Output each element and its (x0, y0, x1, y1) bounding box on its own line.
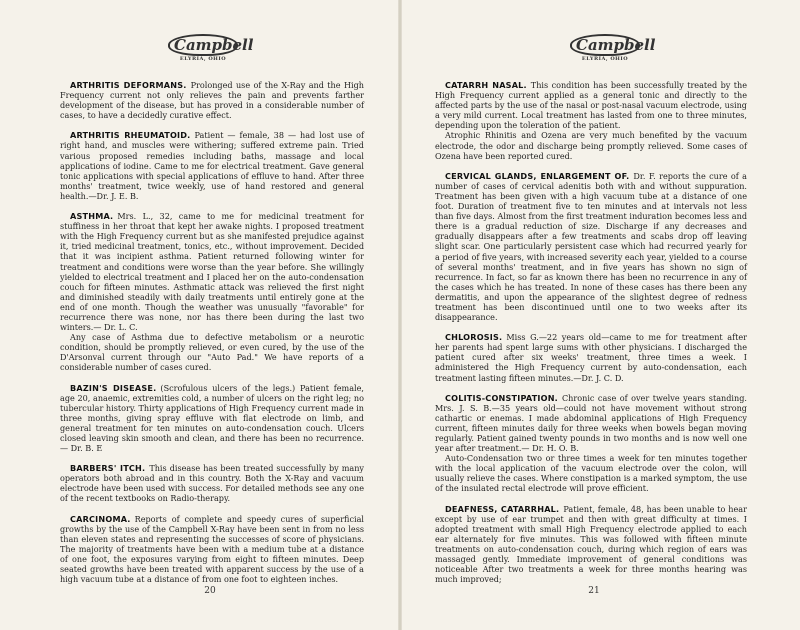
entry-body: Dr. F. reports the cure of a number of cases of cervical adenitis both with and without suppuration. Treatment has been given with a high vacuum tube at a distance of one foot. Duration of treatment five to ten minutes and at intervals not less than five days. Almost from the first treatment induration becomes less and there is a gradual reduction of size. Discharge if any decreases and gradually disappears after a few treatments and scabs drop off leaving slight scar. One particularly persistent case which had recurred yearly for a period of five years, with increased severity each year, yielded to a course of several months' treatment, and in five years has shown no sign of recurrence. In fact, so far as known there has been no recurrence in any of the cases which he has treated. In none of these cases has there been any dermatitis, and upon the appearance of the slightest degree of redness treatment has been discontinued until one to two weeks after its disappearance. (435, 170, 748, 323)
entry-bazins-disease (60, 383, 364, 454)
entry-body: (Scrofulous ulcers of the legs.) Patient female, age 20, anaemic, extremities cold, a number of ulcers on the right leg; no tubercular history. Thirty applications of High Frequency current made in three months, giving spray effluve with flat electrode on limb, and general treatment for ten minutes on auto-condensation couch. Ulcers closed leaving skin smooth and clean, and there has been no recurrence. — Dr. B. E (60, 382, 365, 454)
entry-heading: ARTHRITIS RHEUMATOID. (70, 130, 191, 141)
entry-body-continued: Any case of Asthma due to defective metabolism or a neurotic condition, should be promptly relieved, or even cured, by the use of the D'Arsonval current through our "Auto Pad." We have reports of a considerable number of cases cured. (60, 332, 364, 373)
entry-heading: COLITIS-CONSTIPATION. (445, 392, 558, 403)
entry-heading: ASTHMA. (70, 211, 114, 222)
entry-chlorosis (435, 332, 747, 382)
entry-body-continued: Atrophic Rhinitis and Ozena are very much benefited by the vacuum electrode, the odor and discharge being promptly relieved. Some cases of Ozena have been reported cured. (435, 130, 747, 161)
entry-catarrh-nasal (435, 80, 747, 161)
entry-heading: BAZIN'S DISEASE. (70, 382, 157, 393)
logo-wordmark: Campbell (168, 34, 238, 56)
entry-heading: DEAFNESS, CATARRHAL. (445, 503, 560, 514)
entry-barbers-itch (60, 463, 364, 503)
entry-arthritis-rheumatoid (60, 130, 364, 201)
entry-asthma (60, 211, 364, 373)
entry-body: Patient — female, 38 — had lost use of right hand, and muscles were withering; suffered extreme pain. Tried various proposed remedies including baths, massage and local applications of iodine. Came to me for electrical treatment. Gave general tonic applications with special applications of effluve to hand. After three months' treatment, twice weekly, use of hand restored and general health.—Dr. J. E. B. (60, 130, 364, 201)
entry-heading: CERVICAL GLANDS, ENLARGEMENT OF. (445, 170, 630, 181)
entry-cervical-glands (435, 171, 747, 322)
entry-body: This condition has been successfully treated by the High Frequency current applied as a general tonic and directly to the affected parts by the use of the nasal or post-nasal vacuum electrode, using a very mild current. Local treatment has lasted from one to three minutes, depending upon the toleration of the patient. (435, 80, 747, 131)
entry-body: Patient, female, 48, has been unable to hear except by use of ear trumpet and then with great difficulty at times. I adopted treatment with small High Frequency electrode applied to each ear alternately for five minutes. This was followed with fifteen minute treatments on auto-condensation couch, during which region of ears was massaged gently. Immediate improvement of general conditions was noticeable After two treatments a week for three months hearing was much improved; (435, 503, 747, 585)
entry-body: Chronic case of over twelve years standing. Mrs. J. S. B.—35 years old—could not have movement without strong cathartic or enemas. I made abdominal applications of High Frequency current, fifteen minutes daily for three weeks when bowels began moving regularly. Patient gained twenty pounds in two months and is now well one year after treatment.— Dr. H. O. B. (435, 392, 747, 454)
entry-heading: ARTHRITIS DEFORMANS. (70, 80, 187, 90)
logo-tagline: ELYRIA, OHIO (179, 56, 227, 62)
entry-colitis-constipation (435, 393, 747, 494)
campbell-logo (570, 34, 656, 66)
entry-deafness-catarrhal (435, 504, 747, 585)
logo-wordmark: Campbell (570, 34, 640, 56)
entry-body: Miss G.—22 years old—came to me for treatment after her parents had spent large sums with other physicians. I discharged the patient cured after six weeks' treatment, three times a week. I administered the High Frequency current by auto-condensation, each treatment lasting fifteen minutes.—Dr. J. C. D. (435, 332, 747, 383)
entry-heading: CHLOROSIS. (445, 332, 503, 343)
left-column (60, 80, 365, 585)
entry-body: Prolonged use of the X-Ray and the High Frequency current not only relieves the pain and prevents farther development of the disease, but has proved in a considerable number of cases, to have a decidedly curative effect. (60, 80, 364, 121)
entry-heading: BARBERS' ITCH. (70, 463, 146, 474)
logo-tagline: ELYRIA, OHIO (581, 56, 629, 62)
campbell-logo (168, 34, 254, 66)
entry-body-continued: Auto-Condensation two or three times a week for ten minutes together with the local application of the vacuum electrode over the colon, will usually relieve the cases. Where constipation is a marked symptom, the use of the insulated rectal electrode will prove efficient. (435, 453, 747, 494)
right-page (400, 0, 800, 630)
entry-body: Reports of complete and speedy cures of superficial growths by the use of the Campbell X-Ray have been sent in from no less than eleven states and representing the successes of score of physicians. The majority of treatments have been with a medium tube at a distance of one foot, the exposures varying from eight to fifteen minutes. Deep seated growths have been treated with apparent success by the use of a high vacuum tube at a distance of from one foot to eighteen inches. (60, 513, 364, 585)
right-column (435, 80, 748, 585)
page-number: 21 (588, 586, 600, 596)
entry-heading: CARCINOMA. (70, 513, 131, 524)
entry-heading: CATARRH NASAL. (445, 80, 527, 90)
entry-arthritis-deformans (60, 80, 364, 120)
entry-carcinoma (60, 514, 364, 585)
page-number: 20 (204, 586, 216, 596)
entry-body: Mrs. L., 32, came to me for medicinal treatment for stuffiness in her throat that kept her awake nights. I proposed treatment with the High Frequency current but as she manifested prejudice against it, tried medicinal treatment, tonics, etc., without improvement. Decided that it was incipient asthma. Patient returned following winter for treatment and conditions were worse than the year before. She willingly yielded to electrical treatment and I placed her on the auto-condensation couch for fifteen minutes. Asthmatic attack was relieved the first night and diminished steadily with daily treatments until entirely gone at the end of one month. Though the weather was unusually "favorable" for recurrence there was none, nor has there been during the last two winters.— Dr. L. C. (60, 211, 364, 333)
entry-body: This disease has been treated successfully by many operators both abroad and in this country. Both the X-Ray and vacuum electrode have been used with success. For detailed methods see any one of the recent textbooks on Radio-therapy. (60, 463, 365, 504)
